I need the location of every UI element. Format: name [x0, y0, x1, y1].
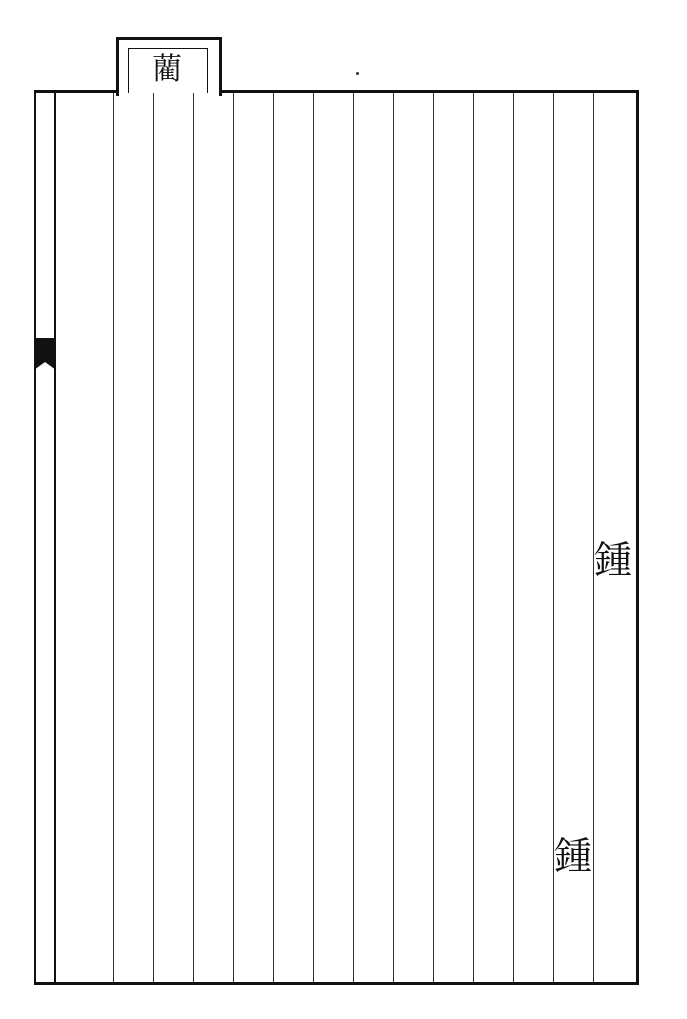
text-column: [274, 100, 314, 976]
scan-speck: [356, 72, 359, 75]
headword-key: 鍾: [593, 538, 632, 582]
text-column: [194, 100, 234, 976]
text-column: [314, 100, 354, 976]
page-border-right: [636, 90, 639, 985]
text-column: [354, 100, 394, 976]
text-column: [514, 100, 554, 976]
fishtail-mark-notch: [34, 362, 56, 370]
fishtail-mark: [34, 338, 56, 362]
text-column: [114, 100, 154, 976]
folio-number: [36, 780, 54, 840]
text-column: [394, 100, 434, 976]
margin-label-book-title: [36, 372, 54, 622]
heading-tab-label: 藺: [152, 52, 182, 87]
text-column: [234, 100, 274, 976]
margin-label-collection: [36, 106, 54, 336]
text-column: [434, 100, 474, 976]
margin-rule-inner: [54, 90, 56, 985]
page-border-bottom: [34, 982, 639, 985]
text-column: [474, 100, 514, 976]
headword-key: 鍾: [553, 834, 592, 878]
text-column: [154, 100, 194, 976]
